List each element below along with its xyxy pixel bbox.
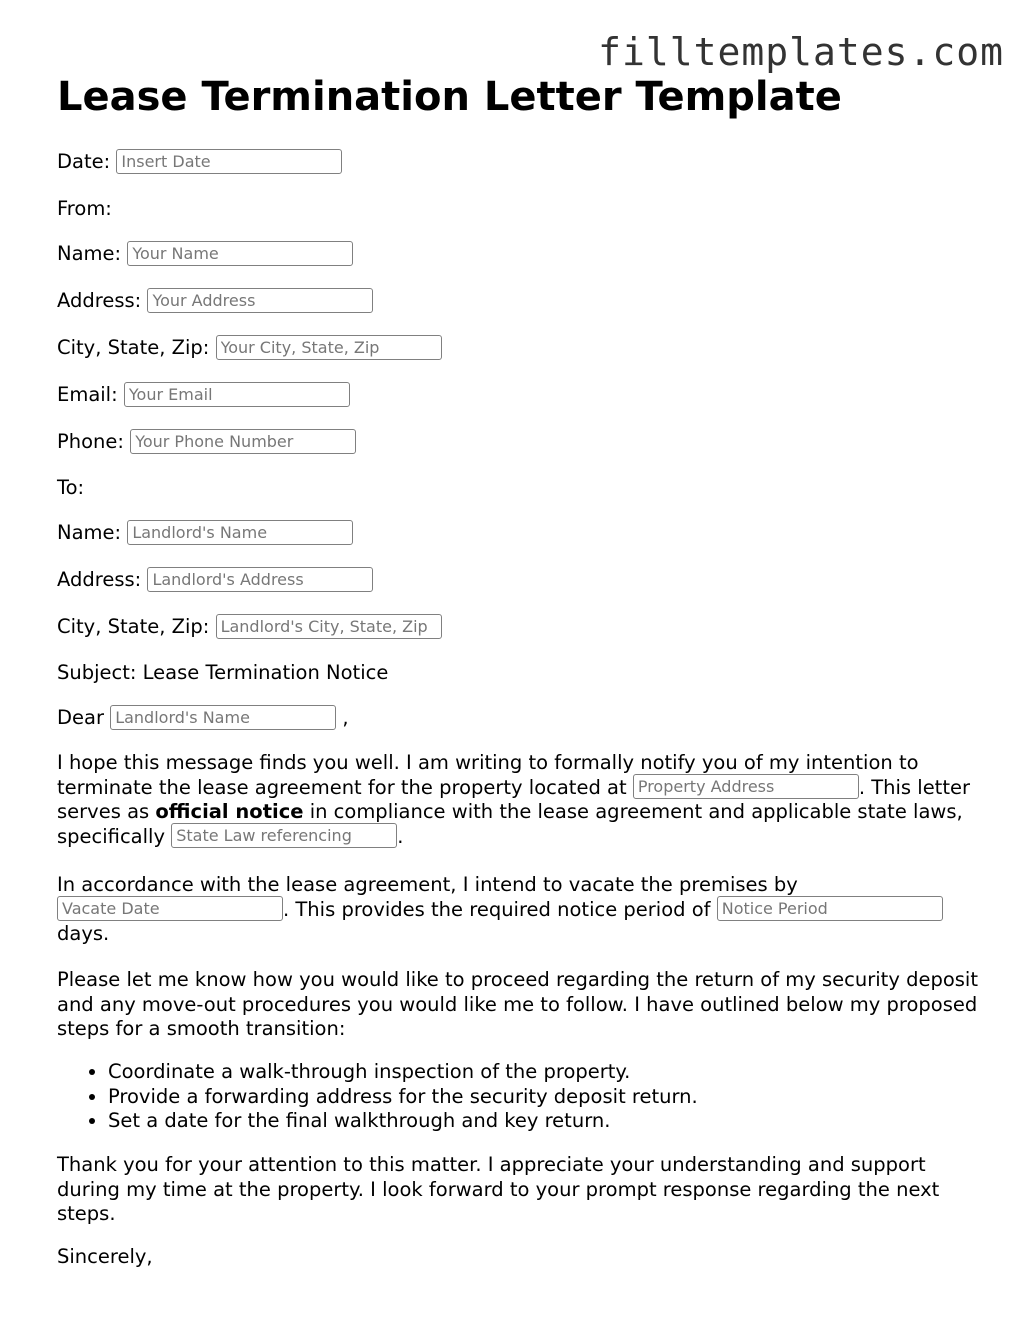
dear-comma: , <box>342 706 349 729</box>
para1-text1: I hope this message finds you well. I am writing to formally notify you of my intention to terminate the lease agreement for the property located at <box>57 751 919 799</box>
paragraph-deposit: Please let me know how you would like to proceed regarding the return of my security deposit and any move-out procedures you would like me to follow. I have outlined below my proposed steps for a smooth transition: <box>57 968 978 1040</box>
para2-text1: In accordance with the lease agreement, I intend to vacate the premises by <box>57 873 798 896</box>
list-item: • Coordinate a walk-through inspection of the property. <box>108 1060 698 1085</box>
closing: Sincerely, <box>57 1245 153 1268</box>
to-address-label: Address: <box>57 568 142 591</box>
watermark: filltemplates.com <box>598 30 1004 74</box>
to-city-label: City, State, Zip: <box>57 615 210 638</box>
from-address-input[interactable] <box>147 288 373 313</box>
to-name-input[interactable] <box>127 520 353 545</box>
para1-text3: in compliance with the lease agreement and applicable state laws, specifically <box>57 800 963 848</box>
paragraph-vacate <box>57 873 987 947</box>
from-phone-input[interactable] <box>130 429 356 454</box>
from-name-row <box>57 242 353 266</box>
from-name-label: Name: <box>57 242 122 265</box>
paragraph-intent <box>57 751 987 849</box>
from-address-label: Address: <box>57 289 142 312</box>
to-heading: To: <box>57 476 85 499</box>
subject-line: Subject: Lease Termination Notice <box>57 661 389 684</box>
to-address-row <box>57 568 373 592</box>
para2-text2: . This provides the required notice period of <box>283 897 711 921</box>
property-address-input[interactable] <box>633 774 859 799</box>
paragraph-thanks: Thank you for your attention to this matter. I appreciate your understanding and support during my time at the property. I look forward to your prompt response regarding the next steps. <box>57 1153 940 1225</box>
from-address-row <box>57 289 373 313</box>
dear-name-input[interactable] <box>110 705 336 730</box>
from-city-input[interactable] <box>216 335 442 360</box>
from-city-row <box>57 336 442 360</box>
list-item: • Provide a forwarding address for the security deposit return. <box>108 1085 698 1110</box>
notice-period-input[interactable] <box>717 896 943 921</box>
salutation-row <box>57 706 349 730</box>
official-notice-bold: official notice <box>155 800 304 823</box>
para1-text2: . This letter serves as <box>57 775 970 823</box>
steps-list <box>57 1060 698 1134</box>
para1-text4: . <box>397 824 404 848</box>
from-phone-label: Phone: <box>57 430 124 453</box>
to-name-row <box>57 521 353 545</box>
date-input[interactable] <box>116 149 342 174</box>
from-name-input[interactable] <box>127 241 353 266</box>
date-label: Date: <box>57 150 111 173</box>
date-row <box>57 150 342 174</box>
vacate-date-input[interactable] <box>57 896 283 921</box>
from-heading: From: <box>57 197 112 220</box>
from-email-label: Email: <box>57 383 118 406</box>
to-name-label: Name: <box>57 521 122 544</box>
to-city-row <box>57 615 442 639</box>
from-email-row <box>57 383 350 407</box>
page-title: Lease Termination Letter Template <box>57 74 842 120</box>
dear-label: Dear <box>57 706 104 729</box>
list-item: • Set a date for the final walkthrough and key return. <box>108 1109 698 1134</box>
from-city-label: City, State, Zip: <box>57 336 210 359</box>
to-address-input[interactable] <box>147 567 373 592</box>
to-city-input[interactable] <box>216 614 442 639</box>
letter-page <box>57 72 987 1268</box>
para2-text3: days. <box>57 922 110 945</box>
from-phone-row <box>57 430 356 454</box>
from-email-input[interactable] <box>124 382 350 407</box>
state-law-input[interactable] <box>171 823 397 848</box>
